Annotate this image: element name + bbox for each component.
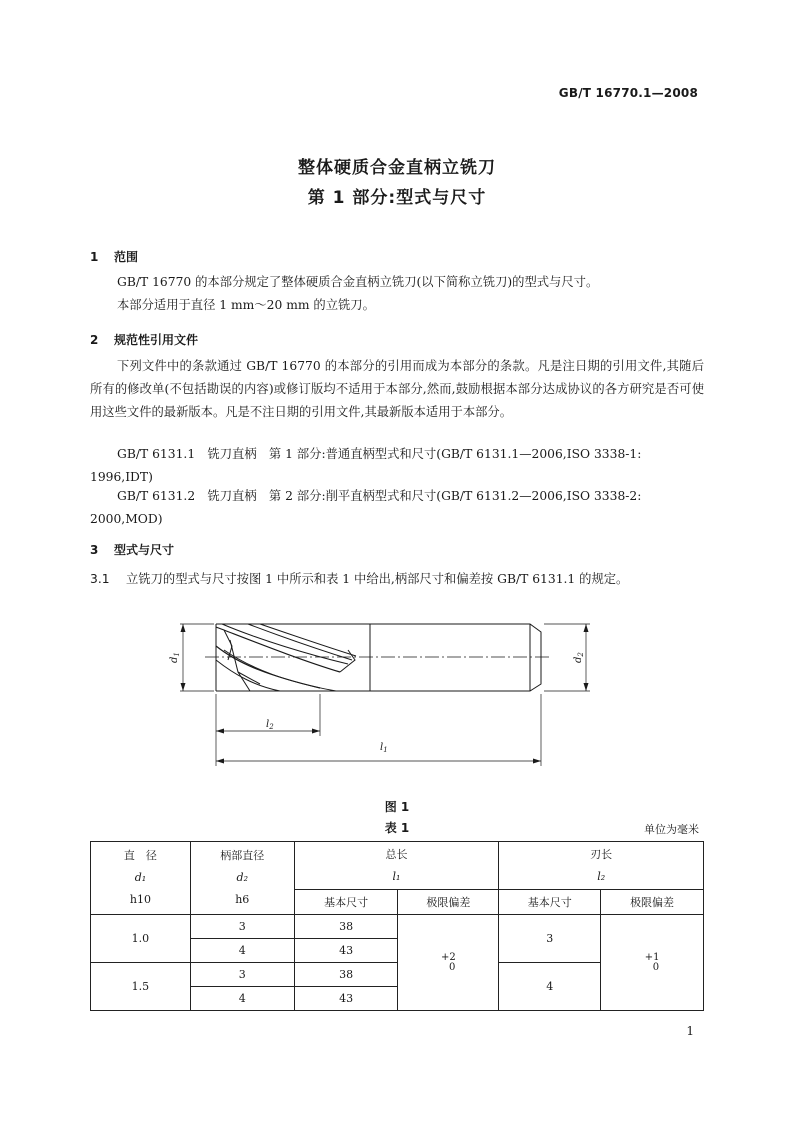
clause-number: 3.1	[90, 572, 110, 586]
reference-2-line-b: 2000,MOD)	[90, 512, 163, 526]
l2-cell: 3	[499, 915, 601, 963]
section-title: 规范性引用文件	[114, 333, 199, 347]
l1-cell: 43	[294, 939, 398, 963]
standard-number: GB/T 16770.1—2008	[558, 86, 698, 100]
d2-label: $d_2$	[573, 652, 585, 663]
scope-paragraph-2: 本部分适用于直径 1 mm～20 mm 的立铣刀。	[117, 298, 375, 312]
d1-label: $d_1$	[169, 652, 181, 663]
l1-limit-header: 极限偏差	[398, 890, 499, 915]
section-number: 3	[90, 543, 99, 557]
clause-3-1	[90, 568, 628, 591]
l1-tolerance-cell: +2 0	[398, 915, 499, 1011]
clause-text: 立铣刀的型式与尺寸按图 1 中所示和表 1 中给出,柄部尺寸和偏差按 GB/T 6131.1 的规定。	[126, 572, 629, 586]
dimensions-table	[90, 841, 704, 1011]
reference-1-line-b: 1996,IDT)	[90, 470, 153, 484]
table-row	[91, 915, 704, 939]
l1-cell: 38	[294, 915, 398, 939]
end-mill-drawing	[160, 610, 600, 770]
table-header-row	[91, 842, 704, 890]
d2-cell: 4	[190, 987, 294, 1011]
section-number: 2	[90, 333, 99, 347]
tool-outline	[216, 624, 541, 691]
table-caption: 表 1	[384, 821, 410, 835]
section-1-heading	[90, 248, 138, 265]
figure-caption: 图 1	[384, 800, 410, 814]
l2-basic-header: 基本尺寸	[499, 890, 601, 915]
d2-cell: 3	[190, 915, 294, 939]
d1-cell: 1.5	[91, 963, 191, 1011]
references-paragraph: 下列文件中的条款通过 GB/T 16770 的本部分的引用而成为本部分的条款。凡是注日期的引用文件,其随后所有的修改单(不包括勘误的内容)或修订版均不适用于本部分,然而,鼓励根据本部分达成协议的各方研究是否可使用这些文件的最新版本。凡是不注日期的引用文件,其最新版本适用于本部分。	[90, 359, 704, 419]
diameter-header: 直 径 d₁ h10	[91, 842, 191, 915]
page-number: 1	[686, 1024, 694, 1038]
l2-cell: 4	[499, 963, 601, 1011]
section-2-heading	[90, 331, 198, 348]
l1-basic-header: 基本尺寸	[294, 890, 398, 915]
document-subtitle: 第 1 部分:型式与尺寸	[307, 188, 487, 208]
l2-limit-header: 极限偏差	[601, 890, 704, 915]
section-title: 范围	[114, 250, 139, 264]
l2-tolerance-cell: +1 0	[601, 915, 704, 1011]
l2-label: $l_2$	[266, 719, 274, 731]
reference-1-line-a: GB/T 6131.1 铣刀直柄 第 1 部分:普通直柄型式和尺寸(GB/T 6131.1—2006,ISO 3338-1:	[117, 447, 642, 461]
d2-cell: 4	[190, 939, 294, 963]
d1-cell: 1.0	[91, 915, 191, 963]
total-length-header: 总长 l₁	[294, 842, 499, 890]
d2-cell: 3	[190, 963, 294, 987]
dimension-arrows	[181, 624, 589, 764]
scope-paragraph-1: GB/T 16770 的本部分规定了整体硬质合金直柄立铣刀(以下简称立铣刀)的型式与尺寸。	[117, 275, 599, 289]
table-unit: 单位为毫米	[644, 823, 699, 836]
section-3-heading	[90, 541, 174, 558]
l1-cell: 43	[294, 987, 398, 1011]
l1-cell: 38	[294, 963, 398, 987]
flute-line	[216, 627, 340, 672]
edge-length-header: 刃长 l₂	[499, 842, 704, 890]
reference-2-line-a: GB/T 6131.2 铣刀直柄 第 2 部分:削平直柄型式和尺寸(GB/T 6131.2—2006,ISO 3338-2:	[117, 489, 642, 503]
section-title: 型式与尺寸	[114, 543, 175, 557]
section-number: 1	[90, 250, 99, 264]
document-title: 整体硬质合金直柄立铣刀	[298, 158, 496, 178]
l1-label: $l_1$	[380, 742, 388, 754]
shank-diameter-header: 柄部直径 d₂ h6	[190, 842, 294, 915]
